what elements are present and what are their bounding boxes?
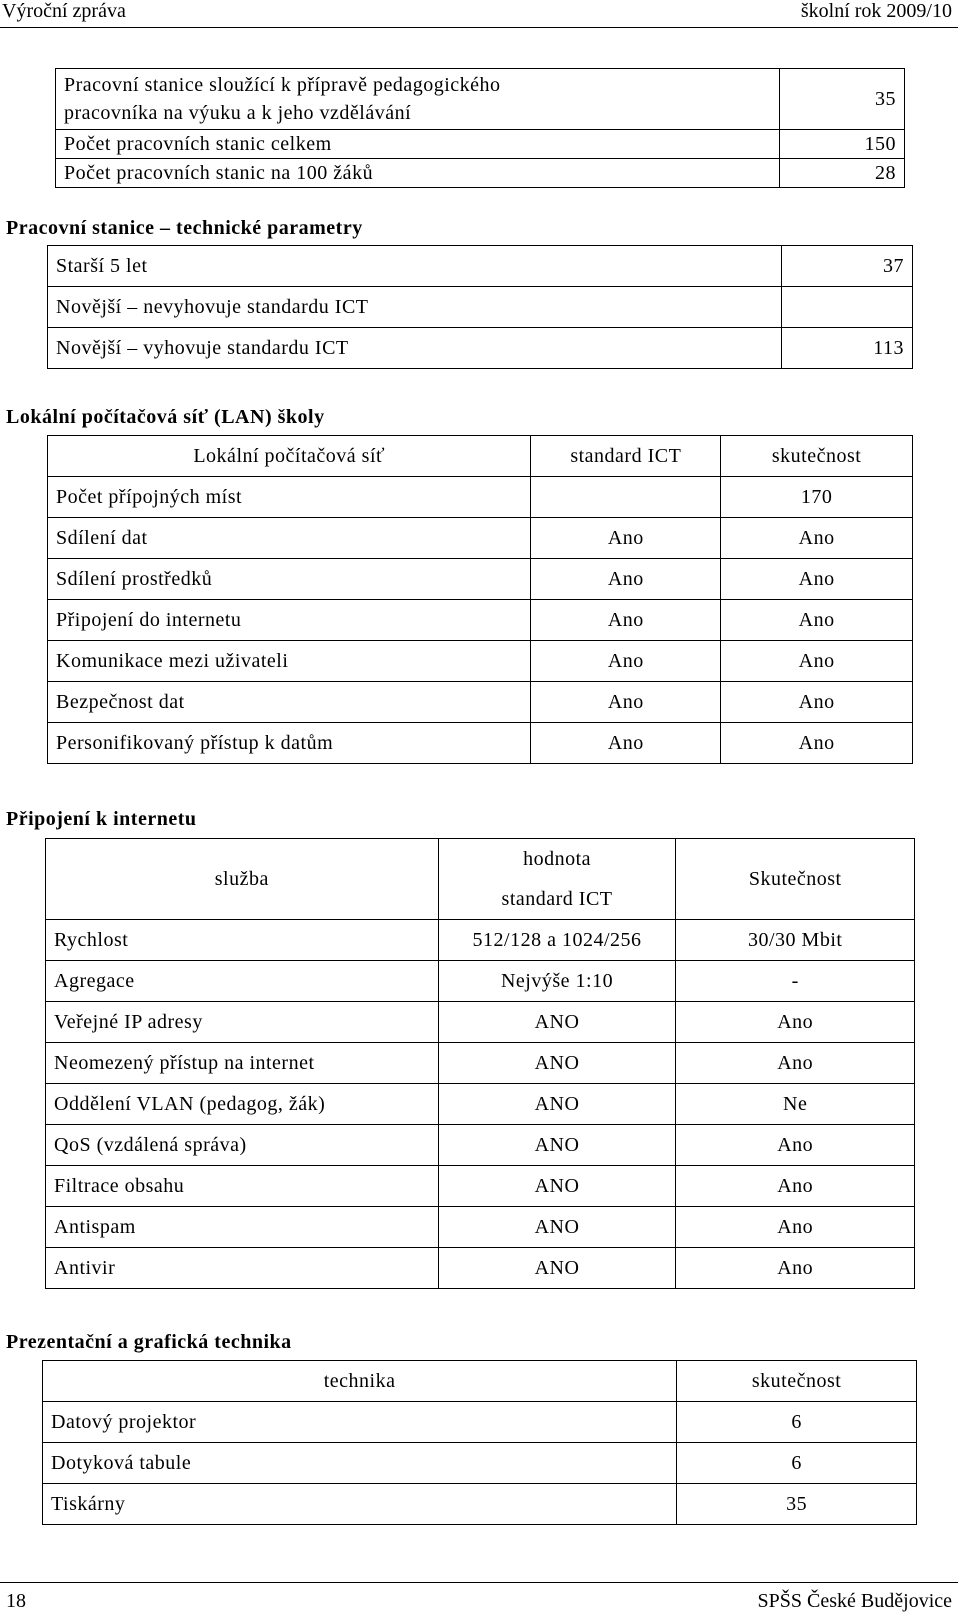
table-cell-real: -: [676, 961, 915, 1002]
table-cell-std: Ano: [531, 723, 721, 764]
table-row: [46, 1166, 915, 1207]
table-row: [43, 1402, 917, 1443]
label-line: pracovníka na výuku a k jeho vzdělávání: [64, 102, 412, 124]
section-heading-internet: Připojení k internetu: [6, 808, 197, 830]
internet-table: [45, 838, 915, 1289]
section-heading-tech: Pracovní stanice – technické parametry: [6, 217, 363, 239]
header-line: hodnota: [523, 848, 591, 870]
table-cell-label: Novější – vyhovuje standardu ICT: [48, 328, 782, 369]
school-year: školní rok 2009/10: [800, 0, 952, 22]
table-row: [46, 1248, 915, 1289]
table-cell-real: Ano: [676, 1166, 915, 1207]
table-cell-real: Ano: [721, 600, 913, 641]
table-cell-real: Ano: [721, 682, 913, 723]
table-row: [46, 1043, 915, 1084]
tech-params-table: [47, 245, 913, 369]
column-header: Lokální počítačová síť: [48, 436, 531, 477]
table-cell-value: 6: [677, 1402, 917, 1443]
table-cell-label: QoS (vzdálená správa): [46, 1125, 439, 1166]
table-row: [48, 641, 913, 682]
table-cell-value: 150: [780, 130, 905, 159]
table-row: [48, 477, 913, 518]
table-cell-value: 28: [780, 159, 905, 188]
table-cell-std: ANO: [438, 1207, 676, 1248]
header-line: standard ICT: [501, 888, 613, 910]
table-row: [48, 600, 913, 641]
table-row: [46, 1084, 915, 1125]
table-cell-label: Novější – nevyhovuje standardu ICT: [48, 287, 782, 328]
table-row: [48, 246, 913, 287]
table-cell-label: Oddělení VLAN (pedagog, žák): [46, 1084, 439, 1125]
table-row: [48, 723, 913, 764]
table-cell-label: Komunikace mezi uživateli: [48, 641, 531, 682]
table-cell-real: Ano: [721, 641, 913, 682]
table-cell-value: 113: [782, 328, 913, 369]
workstations-table: [55, 68, 905, 188]
table-cell-real: Ano: [676, 1002, 915, 1043]
table-cell-real: Ano: [676, 1248, 915, 1289]
table-cell-real: Ano: [721, 559, 913, 600]
table-cell-std: ANO: [438, 1125, 676, 1166]
table-cell-std: ANO: [438, 1043, 676, 1084]
table-cell-real: Ne: [676, 1084, 915, 1125]
column-header: skutečnost: [721, 436, 913, 477]
table-cell-label: Bezpečnost dat: [48, 682, 531, 723]
table-cell-std: Ano: [531, 559, 721, 600]
table-cell-label: Připojení do internetu: [48, 600, 531, 641]
table-cell-label: Starší 5 let: [48, 246, 782, 287]
table-cell-std: Ano: [531, 518, 721, 559]
page-header: [0, 0, 960, 28]
table-row: [46, 1002, 915, 1043]
table-cell-label: Sdílení prostředků: [48, 559, 531, 600]
lan-table: [47, 435, 913, 764]
table-row: [46, 920, 915, 961]
table-cell-std: Nejvýše 1:10: [438, 961, 676, 1002]
table-cell-std: ANO: [438, 1166, 676, 1207]
table-cell-label: Agregace: [46, 961, 439, 1002]
table-header-row: [48, 436, 913, 477]
table-cell-value: 6: [677, 1443, 917, 1484]
page-number: 18: [6, 1590, 26, 1612]
table-cell-real: Ano: [721, 518, 913, 559]
table-cell-std: Ano: [531, 600, 721, 641]
column-header: Skutečnost: [676, 839, 915, 920]
table-cell-label: Personifikovaný přístup k datům: [48, 723, 531, 764]
column-header: standard ICT: [531, 436, 721, 477]
table-cell-label: Dotyková tabule: [43, 1443, 677, 1484]
presentation-table: [42, 1360, 917, 1525]
table-cell-std: ANO: [438, 1002, 676, 1043]
table-cell-std: [531, 477, 721, 518]
table-cell-label: Veřejné IP adresy: [46, 1002, 439, 1043]
table-cell-real: Ano: [676, 1125, 915, 1166]
table-cell-real: Ano: [721, 723, 913, 764]
report-title: Výroční zpráva: [2, 0, 126, 22]
table-cell-label: Počet přípojných míst: [48, 477, 531, 518]
table-cell-label: Antispam: [46, 1207, 439, 1248]
table-cell-label: Sdílení dat: [48, 518, 531, 559]
table-row: [48, 518, 913, 559]
table-row: [46, 1125, 915, 1166]
table-row: [43, 1443, 917, 1484]
table-row: [46, 961, 915, 1002]
table-cell-std: Ano: [531, 641, 721, 682]
table-cell-real: 30/30 Mbit: [676, 920, 915, 961]
section-heading-lan: Lokální počítačová síť (LAN) školy: [6, 406, 325, 428]
label-line: Pracovní stanice sloužící k přípravě pedagogického: [64, 74, 501, 96]
table-row: [48, 328, 913, 369]
column-header: služba: [46, 839, 439, 920]
table-cell-value: 35: [677, 1484, 917, 1525]
table-row: [56, 130, 905, 159]
table-cell-real: Ano: [676, 1043, 915, 1084]
table-cell-label: Počet pracovních stanic na 100 žáků: [56, 159, 780, 188]
table-row: [43, 1484, 917, 1525]
column-header-value: [438, 839, 676, 920]
table-row: [48, 287, 913, 328]
table-cell-value: 35: [780, 69, 905, 130]
table-cell-std: 512/128 a 1024/256: [438, 920, 676, 961]
table-cell-label: Datový projektor: [43, 1402, 677, 1443]
table-row: [48, 559, 913, 600]
table-header-row: [46, 839, 915, 920]
footer-divider: [0, 1582, 958, 1583]
table-cell-label: [56, 69, 780, 130]
table-row: [48, 682, 913, 723]
column-header: skutečnost: [677, 1361, 917, 1402]
table-cell-real: 170: [721, 477, 913, 518]
table-cell-label: Počet pracovních stanic celkem: [56, 130, 780, 159]
table-cell-value: [782, 287, 913, 328]
table-row: [56, 159, 905, 188]
table-cell-value: 37: [782, 246, 913, 287]
table-cell-std: ANO: [438, 1248, 676, 1289]
table-cell-label: Rychlost: [46, 920, 439, 961]
table-row: [46, 1207, 915, 1248]
table-cell-label: Filtrace obsahu: [46, 1166, 439, 1207]
table-cell-std: ANO: [438, 1084, 676, 1125]
section-heading-presentation: Prezentační a grafická technika: [6, 1331, 292, 1353]
column-header: technika: [43, 1361, 677, 1402]
school-name: SPŠS České Budějovice: [757, 1590, 952, 1612]
table-cell-label: Neomezený přístup na internet: [46, 1043, 439, 1084]
table-cell-std: Ano: [531, 682, 721, 723]
table-cell-label: Tiskárny: [43, 1484, 677, 1525]
table-row: [56, 69, 905, 130]
table-cell-label: Antivir: [46, 1248, 439, 1289]
header-divider: [0, 27, 958, 28]
table-cell-real: Ano: [676, 1207, 915, 1248]
table-header-row: [43, 1361, 917, 1402]
